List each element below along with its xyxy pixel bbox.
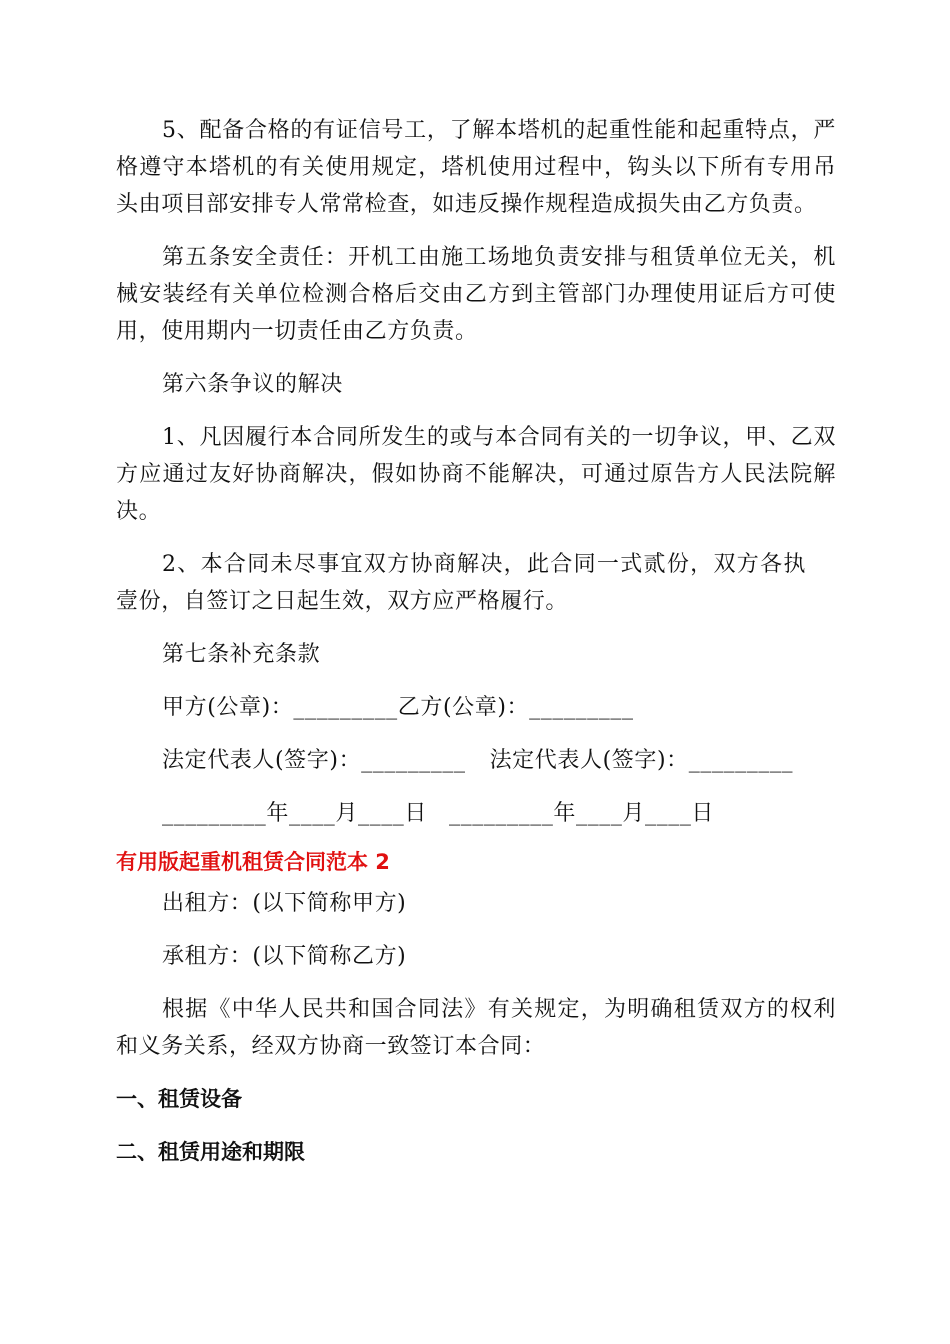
- article-6-item-1: 1、凡因履行本合同所发生的或与本合同有关的一切争议，甲、乙双方应通过友好协商解决，假如协商不能解决，可通过原告方人民法院解决。: [116, 425, 836, 524]
- article-6-item-2: 2、本合同未尽事宜双方协商解决，此合同一式贰份，双方各执壹份，自签订之日起生效，双方应严格履行。: [116, 552, 806, 614]
- lessor-line: 出租方：(以下简称甲方): [162, 891, 407, 916]
- representative-line: [116, 742, 836, 779]
- rep-a-signature: 法定代表人(签字)：_________: [162, 748, 466, 773]
- preamble: 根据《中华人民共和国合同法》有关规定，为明确租赁双方的权利和义务关系，经双方协商一致签订本合同：: [116, 997, 836, 1059]
- clause-item-5: 5、配备合格的有证信号工，了解本塔机的起重性能和起重特点，严格遵守本塔机的有关使用规定，塔机使用过程中，钩头以下所有专用吊头由项目部安排专人常常检查，如违反操作规程造成损失由乙方负责。: [116, 118, 836, 217]
- article-7-title: 第七条补充条款: [162, 642, 321, 667]
- seal-line: [116, 689, 836, 726]
- document-body: [116, 112, 836, 1171]
- date-a: _________年____月____日: [162, 801, 428, 826]
- article-5-safety: 第五条安全责任：开机工由施工场地负责安排与租赁单位无关，机械安装经有关单位检测合格后交由乙方到主管部门办理使用证后方可使用，使用期内一切责任由乙方负责。: [116, 245, 836, 344]
- rep-b-signature: 法定代表人(签字)：_________: [489, 748, 794, 773]
- party-b-seal: 乙方(公章)：_________: [397, 695, 634, 720]
- article-6-title: 第六条争议的解决: [162, 372, 343, 397]
- party-a-seal: 甲方(公章)：_________: [162, 695, 398, 720]
- lessee-line: 承租方：(以下简称乙方): [162, 944, 407, 969]
- heading-rental-purpose-term: 二、租赁用途和期限: [116, 1140, 305, 1164]
- heading-rental-equipment: 一、租赁设备: [116, 1087, 242, 1111]
- section-2-title: 有用版起重机租赁合同范本 2: [116, 850, 390, 874]
- date-b: _________年____月____日: [449, 801, 715, 826]
- date-line: [116, 795, 836, 832]
